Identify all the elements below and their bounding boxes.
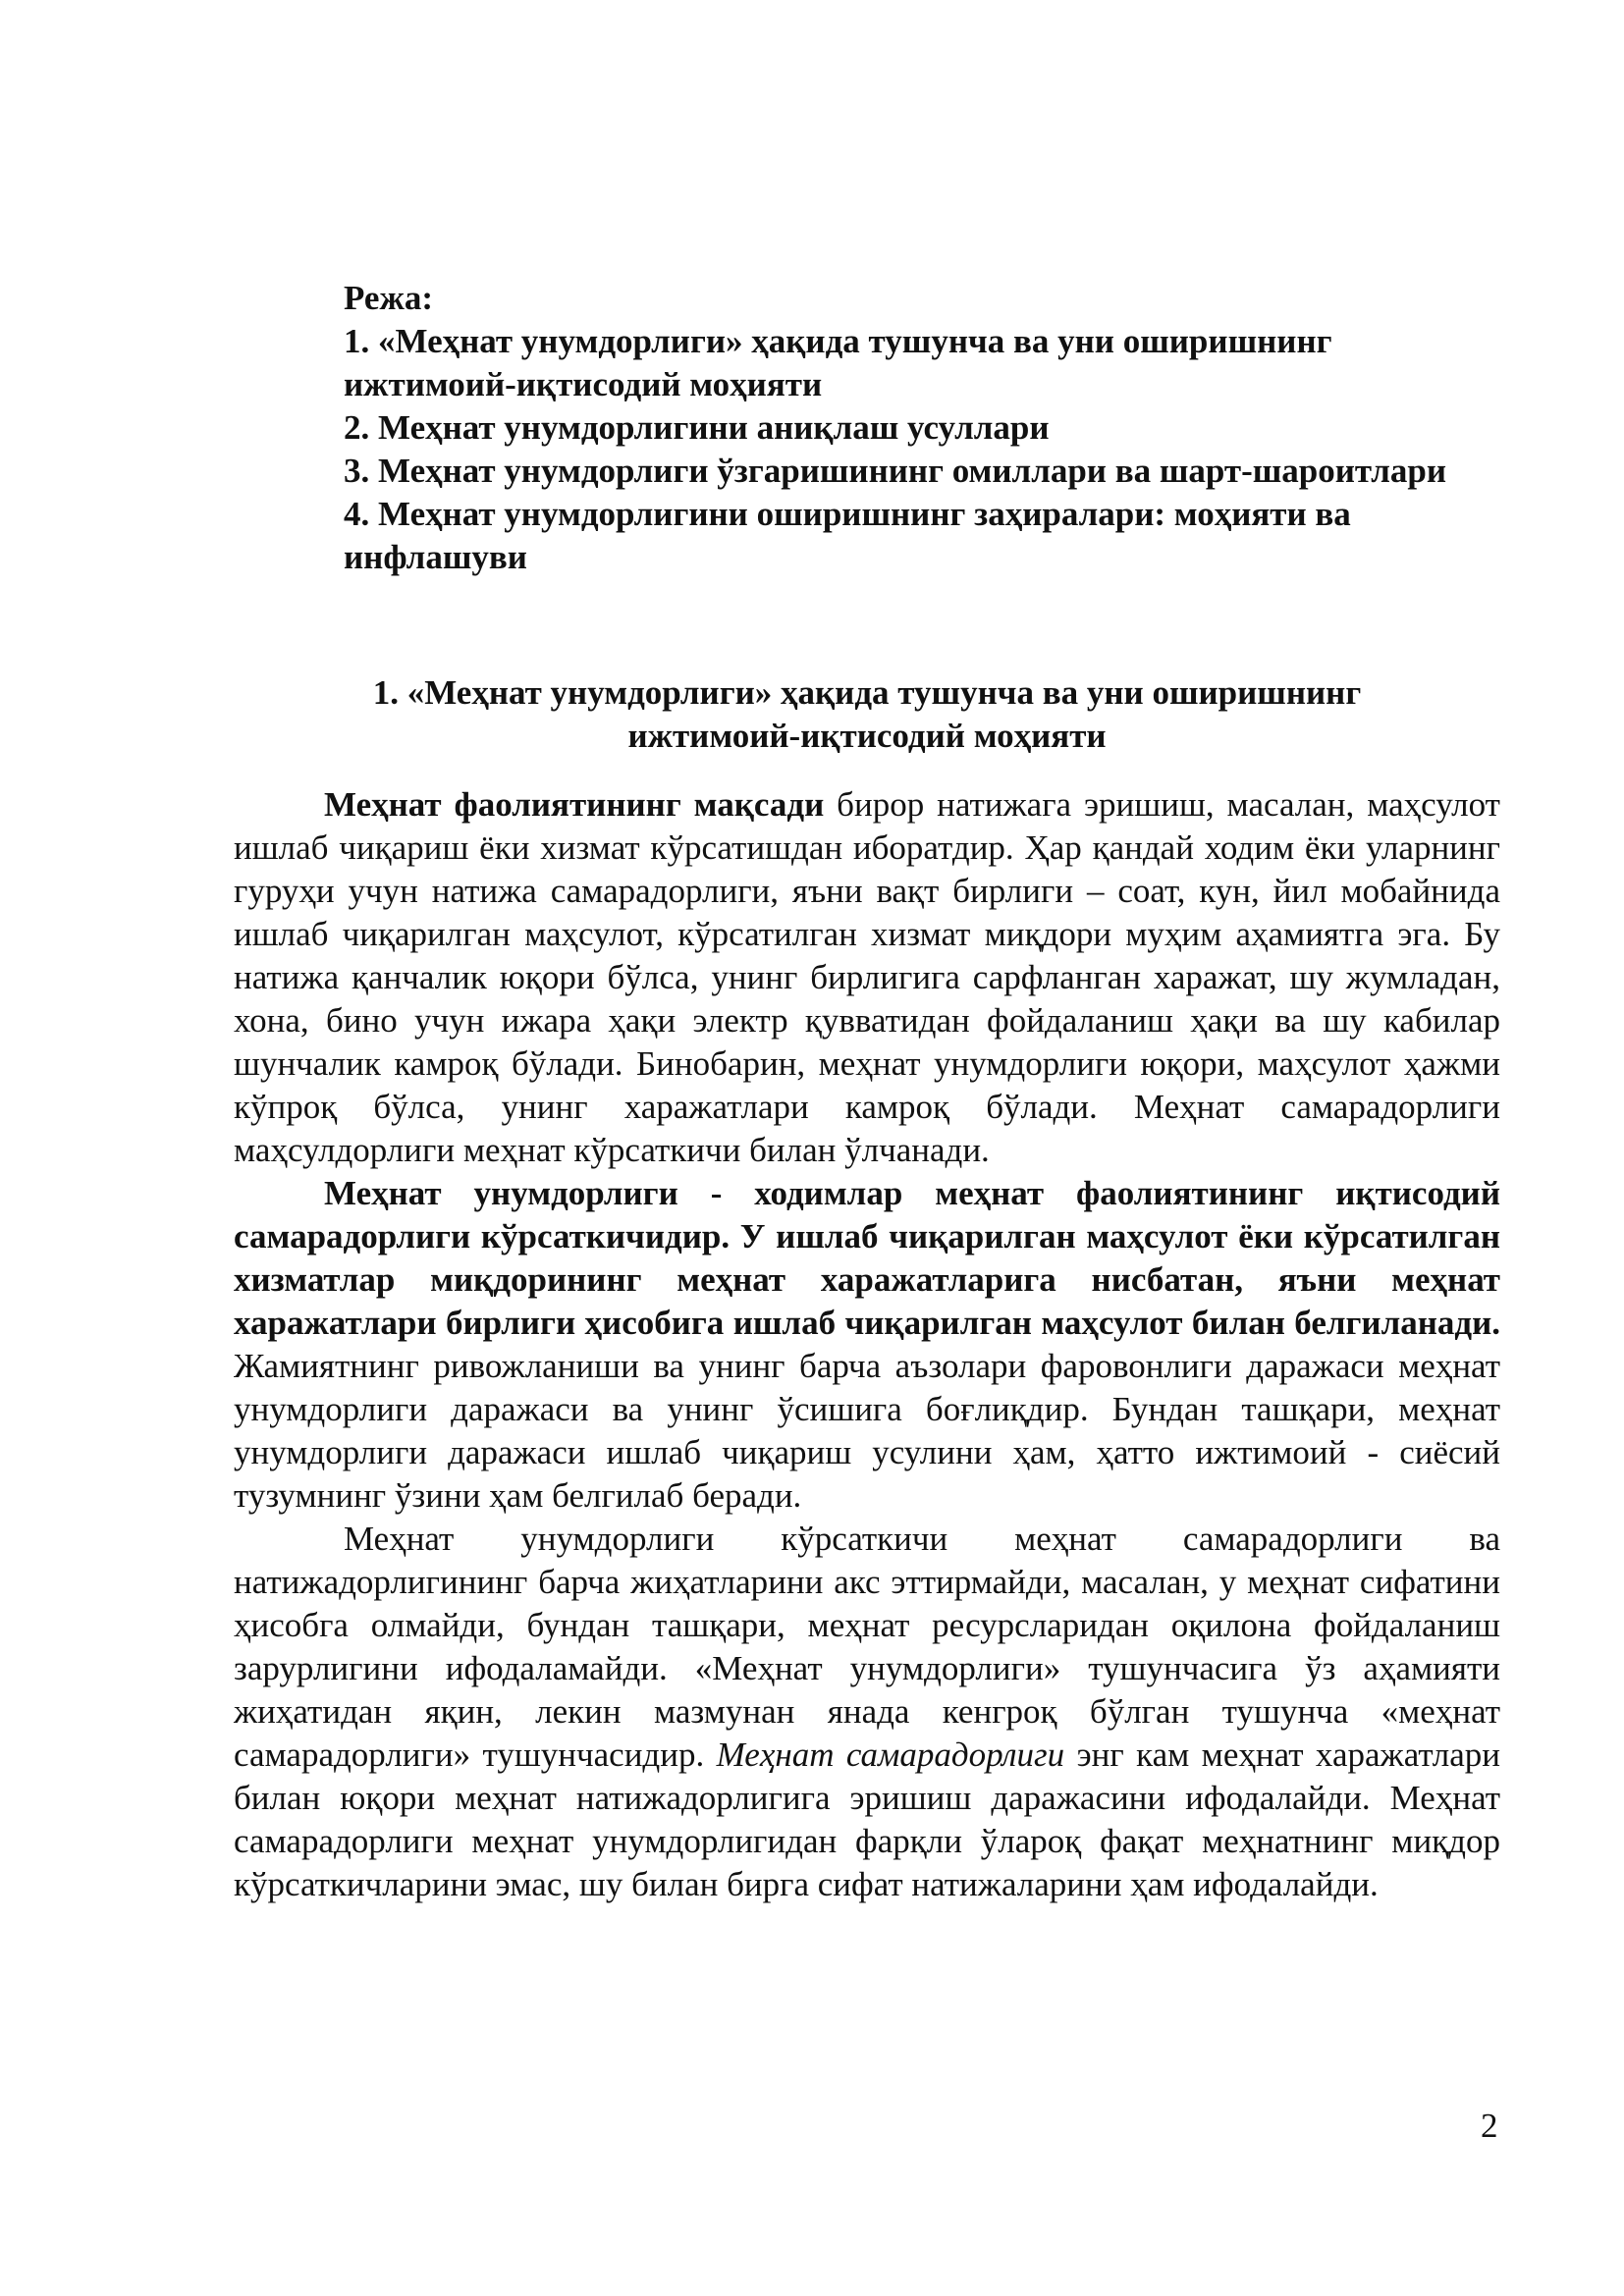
plan-item-3: 3. Меҳнат унумдорлиги ўзгаришининг омиллари ва шарт-шароитлари: [344, 452, 1447, 490]
section-heading-line1: 1. «Меҳнат унумдорлиги» ҳақида тушунча ва уни оширишнинг: [372, 673, 1362, 712]
plan-block: [344, 277, 1492, 579]
plan-item-2: 2. Меҳнат унумдорлигини аниқлаш усуллари: [344, 408, 1050, 447]
paragraph-2: [234, 1172, 1500, 1518]
paragraph-1: [234, 783, 1500, 1172]
paragraph-3-text-b: энг кам меҳнат харажатлари билан юқори меҳнат натижадорлигига эришиш даражасини ифодалайди. Меҳнат самарадорлиги меҳнат унумдорлигидан фарқли ўлароқ фақат меҳнатнинг миқдор кўрсаткичларини эмас, шу билан бирга сифат натижаларини ҳам ифодалайди.: [234, 1735, 1501, 1903]
section-heading: [234, 671, 1500, 758]
paragraph-1-text: бирор натижага эришиш, масалан, маҳсулот ишлаб чиқариш ёки хизмат кўрсатишдан иборатдир. Ҳар қандай ходим ёки уларнинг гуруҳи учун натижа самарадорлиги, яъни вақт бирлиги – соат, кун, йил мобайнида ишлаб чиқарилган маҳсулот, кўрсатилган хизмат миқдори муҳим аҳамиятга эга. Бу натижа қанчалик юқори бўлса, унинг бирлигига сарфланган харажат, шу жумладан, хона, бино учун ижара ҳақи электр қувватидан фойдаланиш ҳақи ва шу кабилар шунчалик камроқ бўлади. Бинобарин, меҳнат унумдорлиги юқори, маҳсулот ҳажми кўпроқ бўлса, унинг харажатлари камроқ бўлади. Меҳнат самарадорлиги маҳсулдорлиги меҳнат кўрсаткичи билан ўлчанади.: [234, 785, 1500, 1169]
paragraph-3: [234, 1518, 1500, 1906]
paragraph-1-bold-term: Меҳнат фаолиятининг мақсади: [324, 785, 825, 824]
paragraph-2-bold-definition: Меҳнат унумдорлиги - ходимлар меҳнат фаолиятининг иқтисодий самарадорлиги кўрсаткичидир. У ишлаб чиқарилган маҳсулот ёки кўрсатилган хизматлар миқдорининг меҳнат харажатларига нисбатан, яъни меҳнат харажатлари бирлиги ҳисобига ишлаб чиқарилган маҳсулот билан белгиланади.: [234, 1174, 1500, 1342]
paragraph-2-text: Жамиятнинг ривожланиши ва унинг барча аъзолари фаровонлиги даражаси меҳнат унумдорлиги даражаси ва унинг ўсишига боғлиқдир. Бундан ташқари, меҳнат унумдорлиги даражаси ишлаб чиқариш усулини ҳам, ҳатто ижтимоий - сиёсий тузумнинг ўзини ҳам белгилаб беради.: [234, 1347, 1500, 1515]
plan-item-4: 4. Меҳнат унумдорлигини оширишнинг заҳиралари: моҳияти ва инфлашуви: [344, 495, 1351, 576]
paragraph-3-text-a: Меҳнат унумдорлиги кўрсаткичи меҳнат самарадорлиги ва натижадорлигининг барча жиҳатларини акс эттирмайди, масалан, у меҳнат сифатини ҳисобга олмайди, бундан ташқари, меҳнат ресурсларидан оқилона фойдаланиш зарурлигини ифодаламайди. «Меҳнат унумдорлиги» тушунчасига ўз аҳамияти жиҳатидан яқин, лекин мазмунан янада кенгроқ бўлган тушунча «меҳнат самарадорлиги» тушунчасидир.: [234, 1520, 1500, 1774]
paragraph-3-italic-term: Меҳнат самарадорлиги: [716, 1735, 1065, 1774]
plan-item-1: 1. «Меҳнат унумдорлиги» ҳақида тушунча ва уни оширишнинг ижтимоий-иқтисодий моҳияти: [344, 322, 1332, 403]
page-number: 2: [1481, 2107, 1498, 2145]
plan-title: Режа:: [344, 279, 433, 317]
section-heading-line2: ижтимоий-иқтисодий моҳияти: [627, 717, 1107, 755]
body-text: [234, 783, 1500, 1906]
